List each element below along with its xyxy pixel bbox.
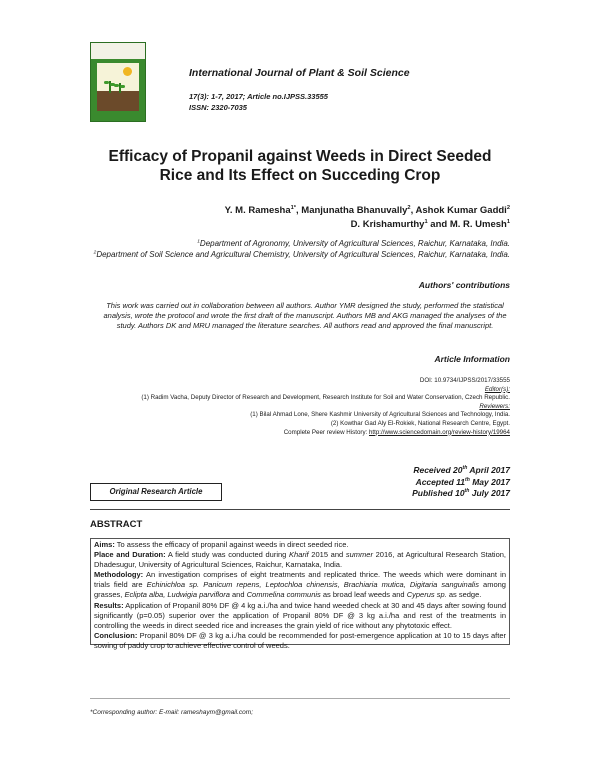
author-separator: , [410,205,416,216]
abstract-results [94,601,506,631]
date-text: Accepted 11 [415,476,466,487]
date-sup: th [465,476,470,483]
cover-soil [97,91,139,111]
section-label: Methodology: [94,570,144,580]
author-affil-sup: 1* [290,204,296,211]
abstract-conclusion [94,631,506,651]
title-line: Efficacy of Propanil against Weeds in Direct Seeded [108,148,492,165]
author-name: Ashok Kumar Gaddi [415,205,507,216]
author-list [225,204,510,232]
review-history-link[interactable]: http://www.sciencedomain.org/review-history/19964 [368,428,510,436]
author-separator: , [296,205,302,216]
editors-label: Editor(s): [484,385,510,393]
section-text: 2015 and [308,550,346,560]
author-name: Y. M. Ramesha [224,205,291,216]
affiliations [70,238,510,260]
section-text: Propanil 80% DF @ 3 kg a.i./ha could be recommended for post-emergence application at 10 to 15 days after sowing of paddy crop to achieve effective control of weeds. [94,630,506,650]
article-type-badge: Original Research Article [90,483,222,501]
author-name: M. R. Umesh [449,219,507,230]
author-line [225,204,510,218]
date-text: Received 20 [413,465,463,475]
cover-leaf-icon [104,81,109,84]
affil-text: Department of Soil Science and Agricultural Chemistry, University of Agricultural Sciences, Raichur, Karnataka, India. [96,250,510,259]
section-text: as sedge. [446,590,482,600]
author-line [225,218,510,232]
received-date [412,465,510,477]
divider [90,509,510,510]
cover-title-band [91,43,145,59]
issue-info: 17(3): 1-7, 2017; Article no.IJPSS.33555 [189,92,328,101]
cover-sun-icon [123,67,132,76]
editor-entry: (1) Radim Vacha, Deputy Director of Research and Development, Research Institute for Soil and Water Conservation, Czech Republic. [141,394,510,402]
species-name: Cyperus sp. [406,590,447,600]
affil-sup: 1 [197,239,200,245]
date-text: May 2017 [469,476,510,487]
cover-leaf-icon [114,84,119,87]
journal-cover-image [90,42,146,122]
title-line: Rice and Its Effect on Succeding Crop [159,167,441,184]
cover-leaf-icon [120,85,125,88]
author-name: D. Krishamurthy [350,219,425,230]
journal-name: International Journal of Plant & Soil Science [189,67,410,79]
species-name: Commelina communis [246,590,321,600]
doi: DOI: 10.9734/IJPSS/2017/33555 [419,377,510,384]
affil-text: Department of Agronomy, University of Agricultural Sciences, Raichur, Karnataka, India. [199,239,510,248]
reviewer-entry: (1) Bilal Ahmad Lone, Shere Kashmir University of Agricultural Sciences and Technology, India. [250,411,510,419]
section-label: Aims: [94,540,115,549]
affil-sup: 2 [93,250,97,256]
published-date [412,488,510,500]
section-text: Application of Propanil 80% DF @ 4 kg a.i./ha and twice hand weeded check at 30 and 45 days after sowing found significantly (p=0.05) superior over the application of Propanil 80% DF @ 3 kg a.i./ha and rest of the treatments in controlling the weeds in direct seeded rice and increases the grain yield of rice without any phytotoxic effect. [94,600,506,630]
affiliation-2 [70,249,510,260]
reviewer-entry: (2) Kowthar Gad Aly El-Rokiek, National Research Centre, Egypt. [330,419,510,427]
date-text: April 2017 [467,465,510,475]
date-text: July 2017 [469,488,510,498]
section-text: To assess the efficacy of propanil against weeds in direct seeded rice. [114,540,349,549]
species-name: Eclipta alba, Ludwigia parviflora [124,590,230,600]
contributions-heading: Authors' contributions [418,280,510,290]
author-separator: and [427,219,450,230]
section-text: 2016, at Agricultural Research Station, Dhadesugur, University of Agricultural Sciences, Raichur, Karnataka, India. [94,550,506,570]
article-title [60,147,540,185]
date-sup: th [464,488,470,495]
section-text: Kharif [289,550,309,560]
date-text: Published 10 [412,488,465,498]
section-label: Results: [94,600,124,610]
section-text: and [229,590,247,600]
section-label: Conclusion: [94,630,138,640]
section-text: An investigation comprises of eight treatments and replicated thrice. The weeds which were dominant in trials field are [94,570,506,590]
author-affil-sup: 2 [407,204,411,211]
article-info-heading: Article Information [434,354,510,364]
abstract-place [94,550,506,570]
abstract-aims [94,540,506,550]
abstract-methodology [94,570,506,600]
reviewers-label: Reviewers: [479,402,510,410]
footnote-divider [90,698,510,699]
review-history-label: Complete Peer review History: [283,428,369,436]
article-info [80,377,510,437]
section-text: A field study was conducted during [165,550,290,560]
article-dates [412,465,510,500]
species-name: Echinichloa sp. Panicum repens, Leptochloa chinensis, Brachiaria mutica, Digitaria sanguinalis [146,580,479,590]
section-label: Place and Duration: [94,550,166,560]
date-sup: th [462,465,468,472]
author-name: Manjunatha Bhanuvally [301,205,408,216]
review-history [80,429,510,438]
accepted-date [412,477,510,489]
author-affil-sup: 1 [506,218,510,225]
author-affil-sup: 2 [506,204,510,211]
contributions-text: This work was carried out in collaboration between all authors. Author YMR designed the study, performed the statistical analysis, wrote the protocol and wrote the first draft of the manuscript. Authors MB and AKG managed the analyses of the study. Authors DK and MRU managed the literature searches. All authors read and approved the final manuscript. [103,301,507,331]
section-text: as broad leaf weeds and [320,590,407,600]
affiliation-1 [70,238,510,249]
section-text: among grasses, [94,580,506,600]
section-text: summer [345,550,373,560]
author-affil-sup: 1 [424,218,428,225]
corresponding-author-footnote: *Corresponding author: E-mail: rameshaym@gmail.com; [90,709,254,716]
abstract-box [90,538,510,650]
abstract-heading: ABSTRACT [90,519,143,530]
issn: ISSN: 2320-7035 [189,103,247,112]
